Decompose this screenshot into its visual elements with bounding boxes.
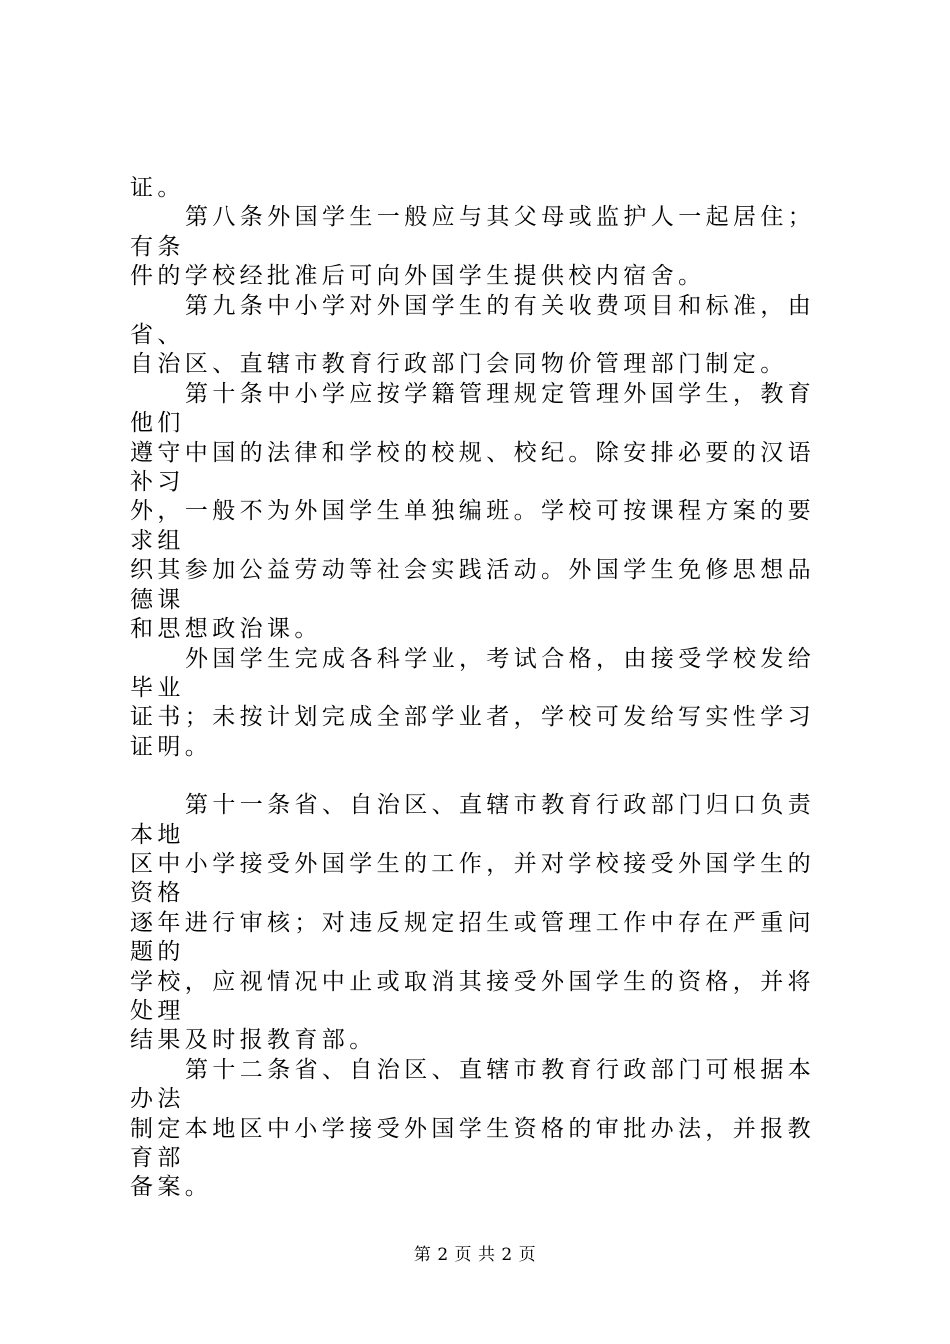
paragraph-continuation: 证。: [130, 175, 185, 201]
paragraph-article-10: 第十条中小学应按学籍管理规定管理外国学生，教育他们 遵守中国的法律和学校的校规、校纪。除安排必要的汉语补习 外，一般不为外国学生单独编班。学校可按课程方案的要求组 织其参加公益劳动等社会实践活动。外国学生免修思想品德课 和思想政治课。: [130, 380, 816, 643]
paragraph-article-11: 第十一条省、自治区、直辖市教育行政部门归口负责本地 区中小学接受外国学生的工作，并对学校接受外国学生的资格 逐年进行审核；对违反规定招生或管理工作中存在严重问题的 学校，应视情况中止或取消其接受外国学生的资格，并将处理 结果及时报教育部。: [130, 792, 816, 1054]
paragraph-graduation: 外国学生完成各科学业，考试合格，由接受学校发给毕业 证书；未按计划完成全部学业者，学校可发给写实性学习证明。: [130, 645, 816, 760]
page-number-footer: 第 2 页 共 2 页: [413, 1245, 537, 1265]
paragraph-article-9: 第九条中小学对外国学生的有关收费项目和标准，由省、 自治区、直辖市教育行政部门会同物价管理部门制定。: [130, 292, 816, 378]
paragraph-article-8: 第八条外国学生一般应与其父母或监护人一起居住；有条 件的学校经批准后可向外国学生提供校内宿舍。: [130, 204, 816, 290]
document-body: [130, 174, 830, 1203]
paragraph-article-12: 第十二条省、自治区、直辖市教育行政部门可根据本办法 制定本地区中小学接受外国学生资格的审批办法，并报教育部 备案。: [130, 1056, 816, 1201]
